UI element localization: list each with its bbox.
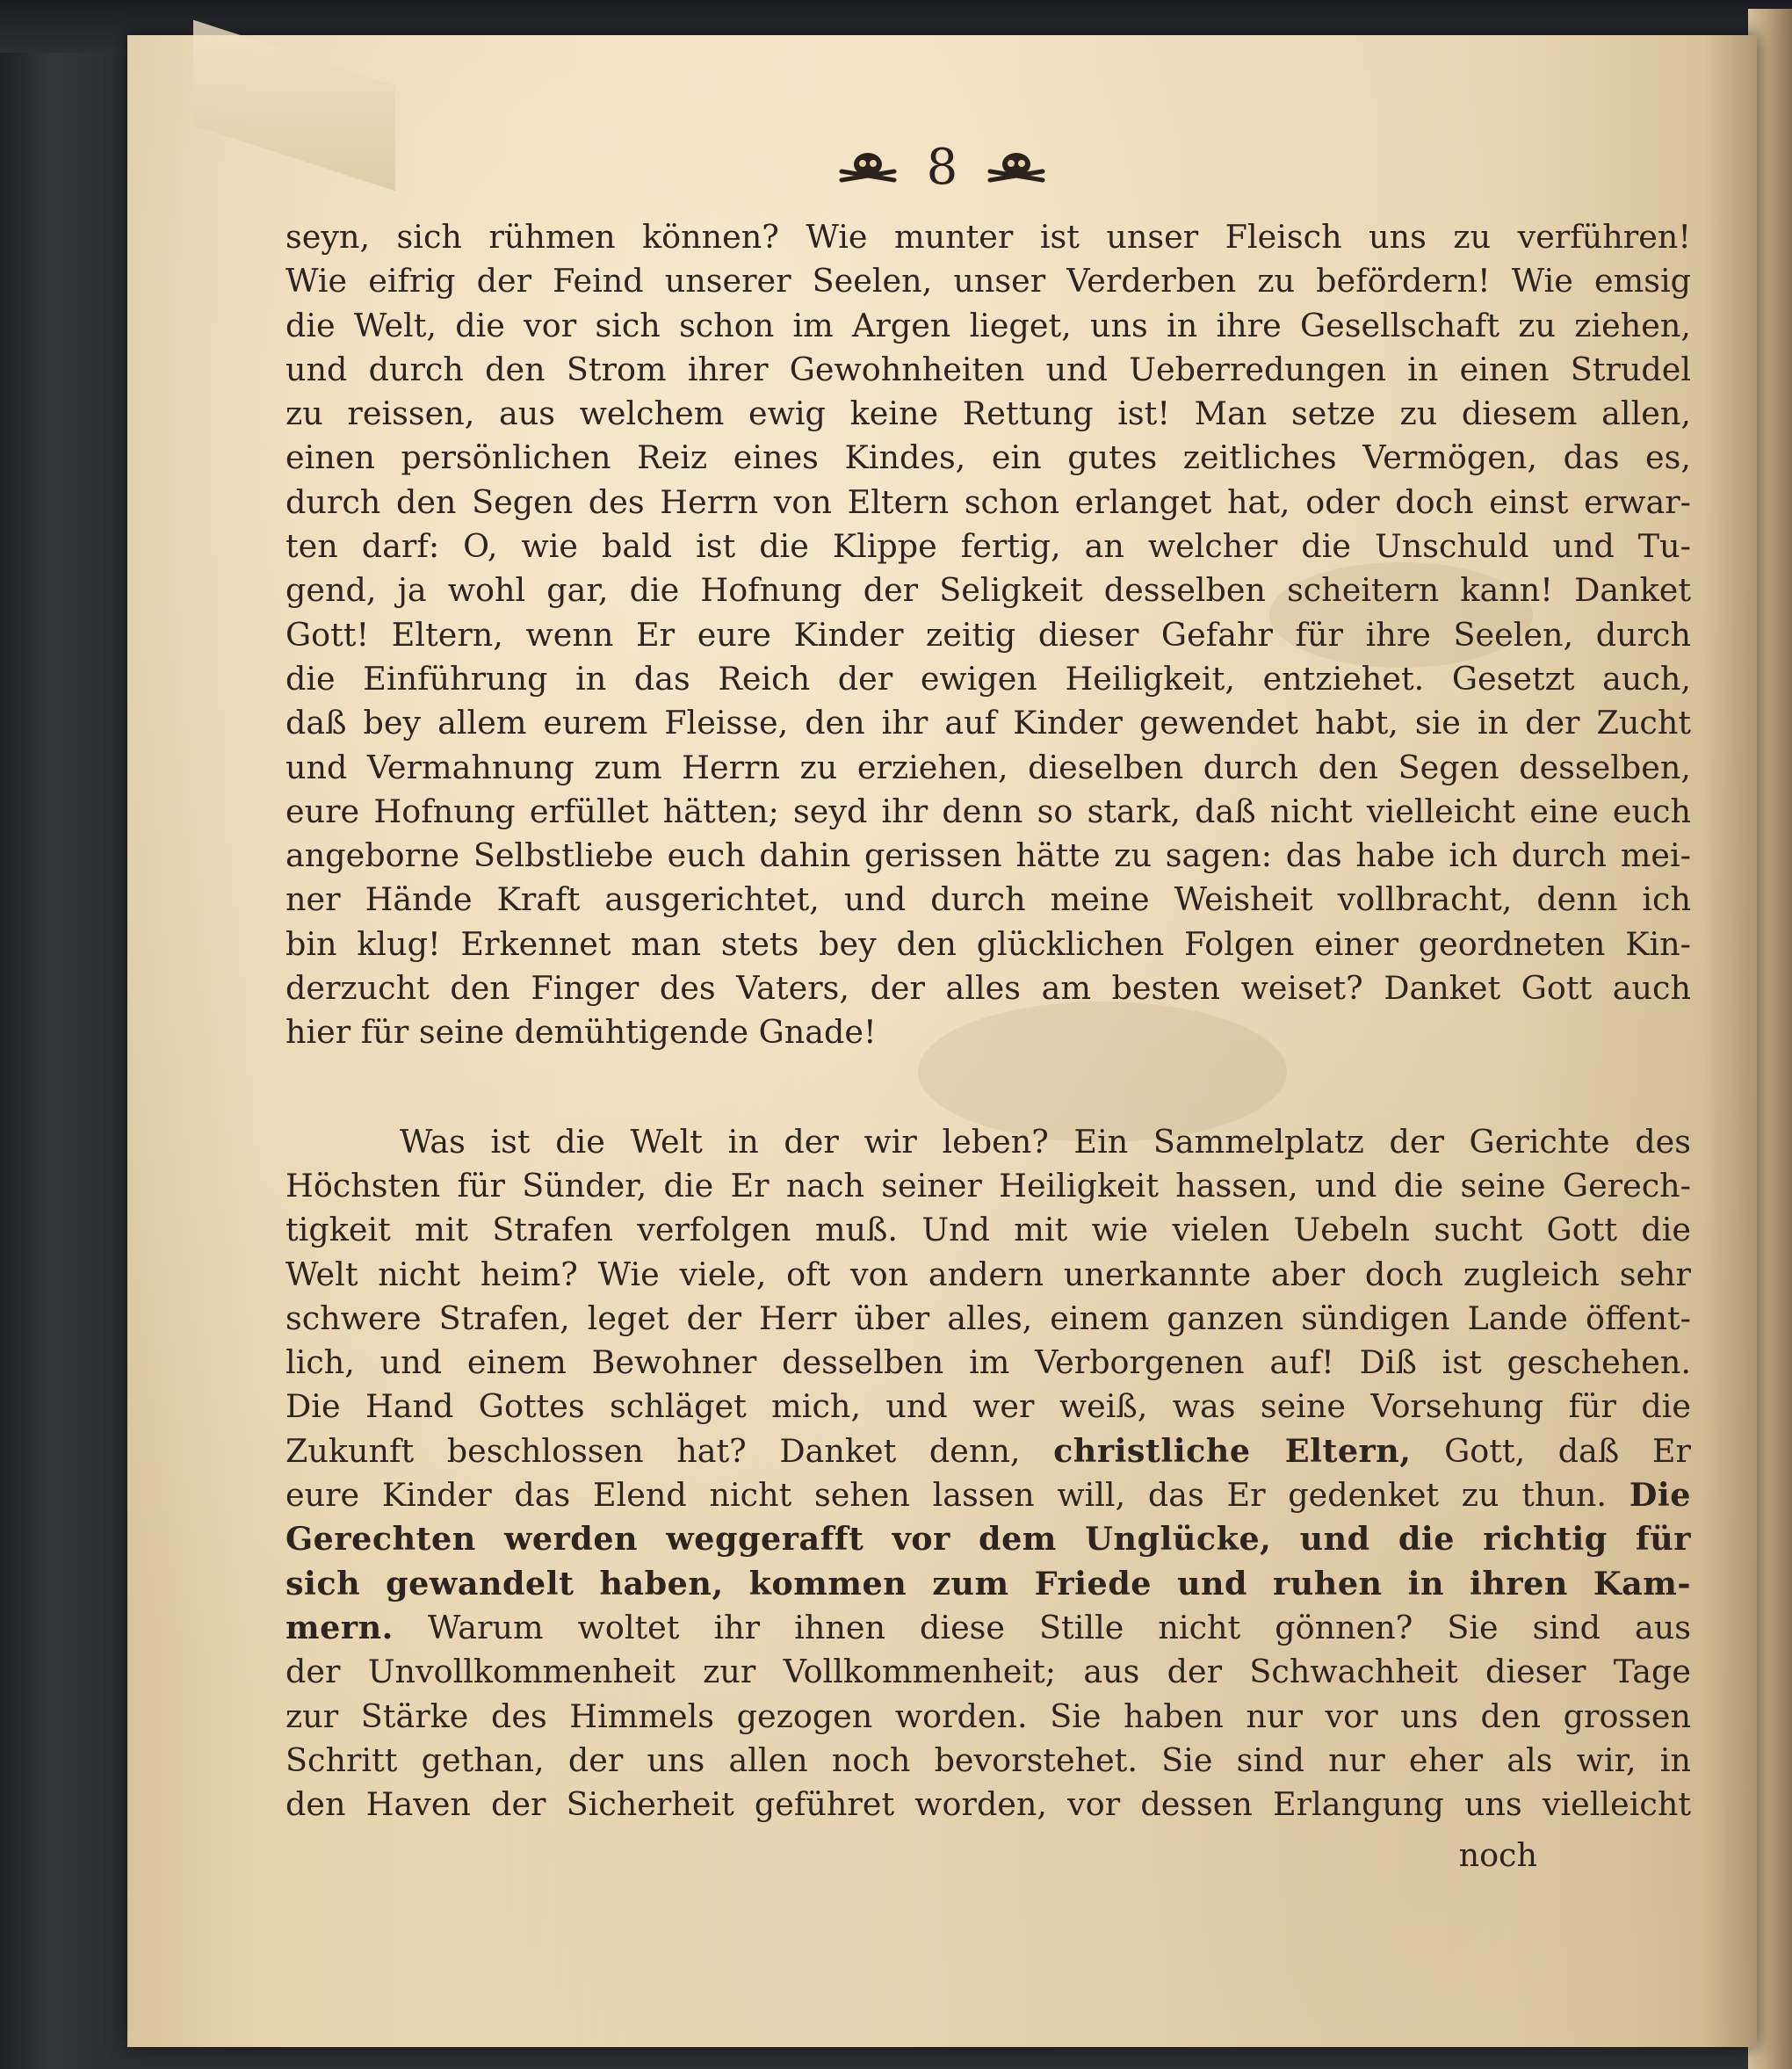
- page-gutter-shadow: [1704, 35, 1757, 2047]
- text-line: und Vermahnung zum Herrn zu erziehen, dieselben durch den Segen desselben,: [285, 748, 1691, 786]
- catchword: noch: [1458, 1836, 1537, 1874]
- text-line: schwere Strafen, leget der Herr über alles, einem ganzen sündigen Lande öffent-: [285, 1299, 1691, 1337]
- text-line: ten darf: O, wie bald ist die Klippe fertig, an welcher die Unschuld und Tu-: [285, 527, 1691, 566]
- text-segment: eure Kinder das Elend nicht sehen lassen will, das Er gedenket zu thun.: [285, 1476, 1608, 1515]
- skull-ornament-icon: [986, 150, 1047, 185]
- skull-ornament-icon: [837, 150, 899, 185]
- paragraph-1: [285, 215, 1691, 1055]
- text-line: einen persönlichen Reiz eines Kindes, ein gutes zeitliches Vermögen, das es,: [285, 438, 1691, 477]
- emphasized-text: Die: [1629, 1476, 1691, 1515]
- text-line: daß bey allem eurem Fleisse, den ihr auf Kinder gewendet habt, sie in der Zucht: [285, 704, 1691, 742]
- text-segment: Zukunft beschlossen hat? Danket denn,: [285, 1431, 1021, 1470]
- text-line: [285, 1473, 1691, 1517]
- text-line: die Einführung in das Reich der ewigen Heiligkeit, entziehet. Gesetzt auch,: [285, 659, 1691, 698]
- text-line: [285, 1429, 1691, 1473]
- text-line: lich, und einem Bewohner desselben im Verborgenen auf! Diß ist geschehen.: [285, 1343, 1691, 1382]
- text-line: angeborne Selbstliebe euch dahin gerissen hätte zu sagen: das habe ich durch mei-: [285, 836, 1691, 875]
- text-line: hier für seine demühtigende Gnade!: [285, 1013, 877, 1052]
- text-line: der Unvollkommenheit zur Vollkommenheit; aus der Schwachheit dieser Tage: [285, 1653, 1691, 1691]
- text-line: Höchsten für Sünder, die Er nach seiner Heiligkeit hassen, und die seine Gerech-: [285, 1166, 1691, 1205]
- text-line: Welt nicht heim? Wie viele, oft von andern unerkannte aber doch zugleich sehr: [285, 1255, 1691, 1293]
- page-header: [127, 139, 1757, 196]
- text-line: durch den Segen des Herrn von Eltern schon erlanget hat, oder doch einst erwar-: [285, 482, 1691, 521]
- text-line: Gott! Eltern, wenn Er eure Kinder zeitig dieser Gefahr für ihre Seelen, durch: [285, 615, 1691, 654]
- text-line: den Haven der Sicherheit geführet worden, vor dessen Erlangung uns vielleicht: [285, 1785, 1691, 1824]
- emphasized-line: Gerechten werden weggerafft vor dem Unglücke, und die richtig für: [285, 1520, 1691, 1559]
- page-number: 8: [926, 139, 958, 196]
- emphasized-text: christliche Eltern,: [1053, 1431, 1412, 1470]
- text-line: tigkeit mit Strafen verfolgen muß. Und mit wie vielen Uebeln sucht Gott die: [285, 1211, 1691, 1249]
- text-line: bin klug! Erkennet man stets bey den glücklichen Folgen einer geordneten Kin-: [285, 924, 1691, 963]
- text-line: Was ist die Welt in der wir leben? Ein Sammelplatz der Gerichte des: [400, 1122, 1691, 1161]
- text-line: Die Hand Gottes schläget mich, und wer weiß, was seine Vorsehung für die: [285, 1387, 1691, 1426]
- emphasized-text: mern.: [285, 1608, 394, 1646]
- emphasized-line: sich gewandelt haben, kommen zum Friede und ruhen in ihren Kam-: [285, 1564, 1691, 1602]
- text-line: die Welt, die vor sich schon im Argen lieget, uns in ihre Gesellschaft zu ziehen,: [285, 306, 1691, 344]
- text-line: zu reissen, aus welchem ewig keine Rettung ist! Man setze zu diesem allen,: [285, 394, 1691, 433]
- text-line: gend, ja wohl gar, die Hofnung der Seligkeit desselben scheitern kann! Danket: [285, 571, 1691, 610]
- text-line: Wie eifrig der Feind unserer Seelen, unser Verderben zu befördern! Wie emsig: [285, 262, 1691, 300]
- body-text: [285, 215, 1691, 1827]
- text-line: eure Hofnung erfüllet hätten; seyd ihr denn so stark, daß nicht vielleicht eine euch: [285, 792, 1691, 830]
- text-line: ner Hände Kraft ausgerichtet, und durch meine Weisheit vollbracht, denn ich: [285, 880, 1691, 919]
- text-line: derzucht den Finger des Vaters, der alles am besten weiset? Danket Gott auch: [285, 969, 1691, 1008]
- text-segment: Warum woltet ihr ihnen diese Stille nicht gönnen? Sie sind aus: [427, 1608, 1691, 1646]
- text-line: Schritt gethan, der uns allen noch bevorstehet. Sie sind nur eher als wir, in: [285, 1740, 1691, 1779]
- text-line: zur Stärke des Himmels gezogen worden. Sie haben nur vor uns den grossen: [285, 1696, 1691, 1735]
- text-line: und durch den Strom ihrer Gewohnheiten und Ueberredungen in einen Strudel: [285, 350, 1691, 388]
- text-segment: Gott, daß Er: [1444, 1431, 1691, 1470]
- paragraph-2: [285, 1120, 1691, 1827]
- text-line: [285, 1606, 1691, 1650]
- text-line: seyn, sich rühmen können? Wie munter ist unser Fleisch uns zu verführen!: [285, 218, 1691, 256]
- book-page: [127, 35, 1757, 2047]
